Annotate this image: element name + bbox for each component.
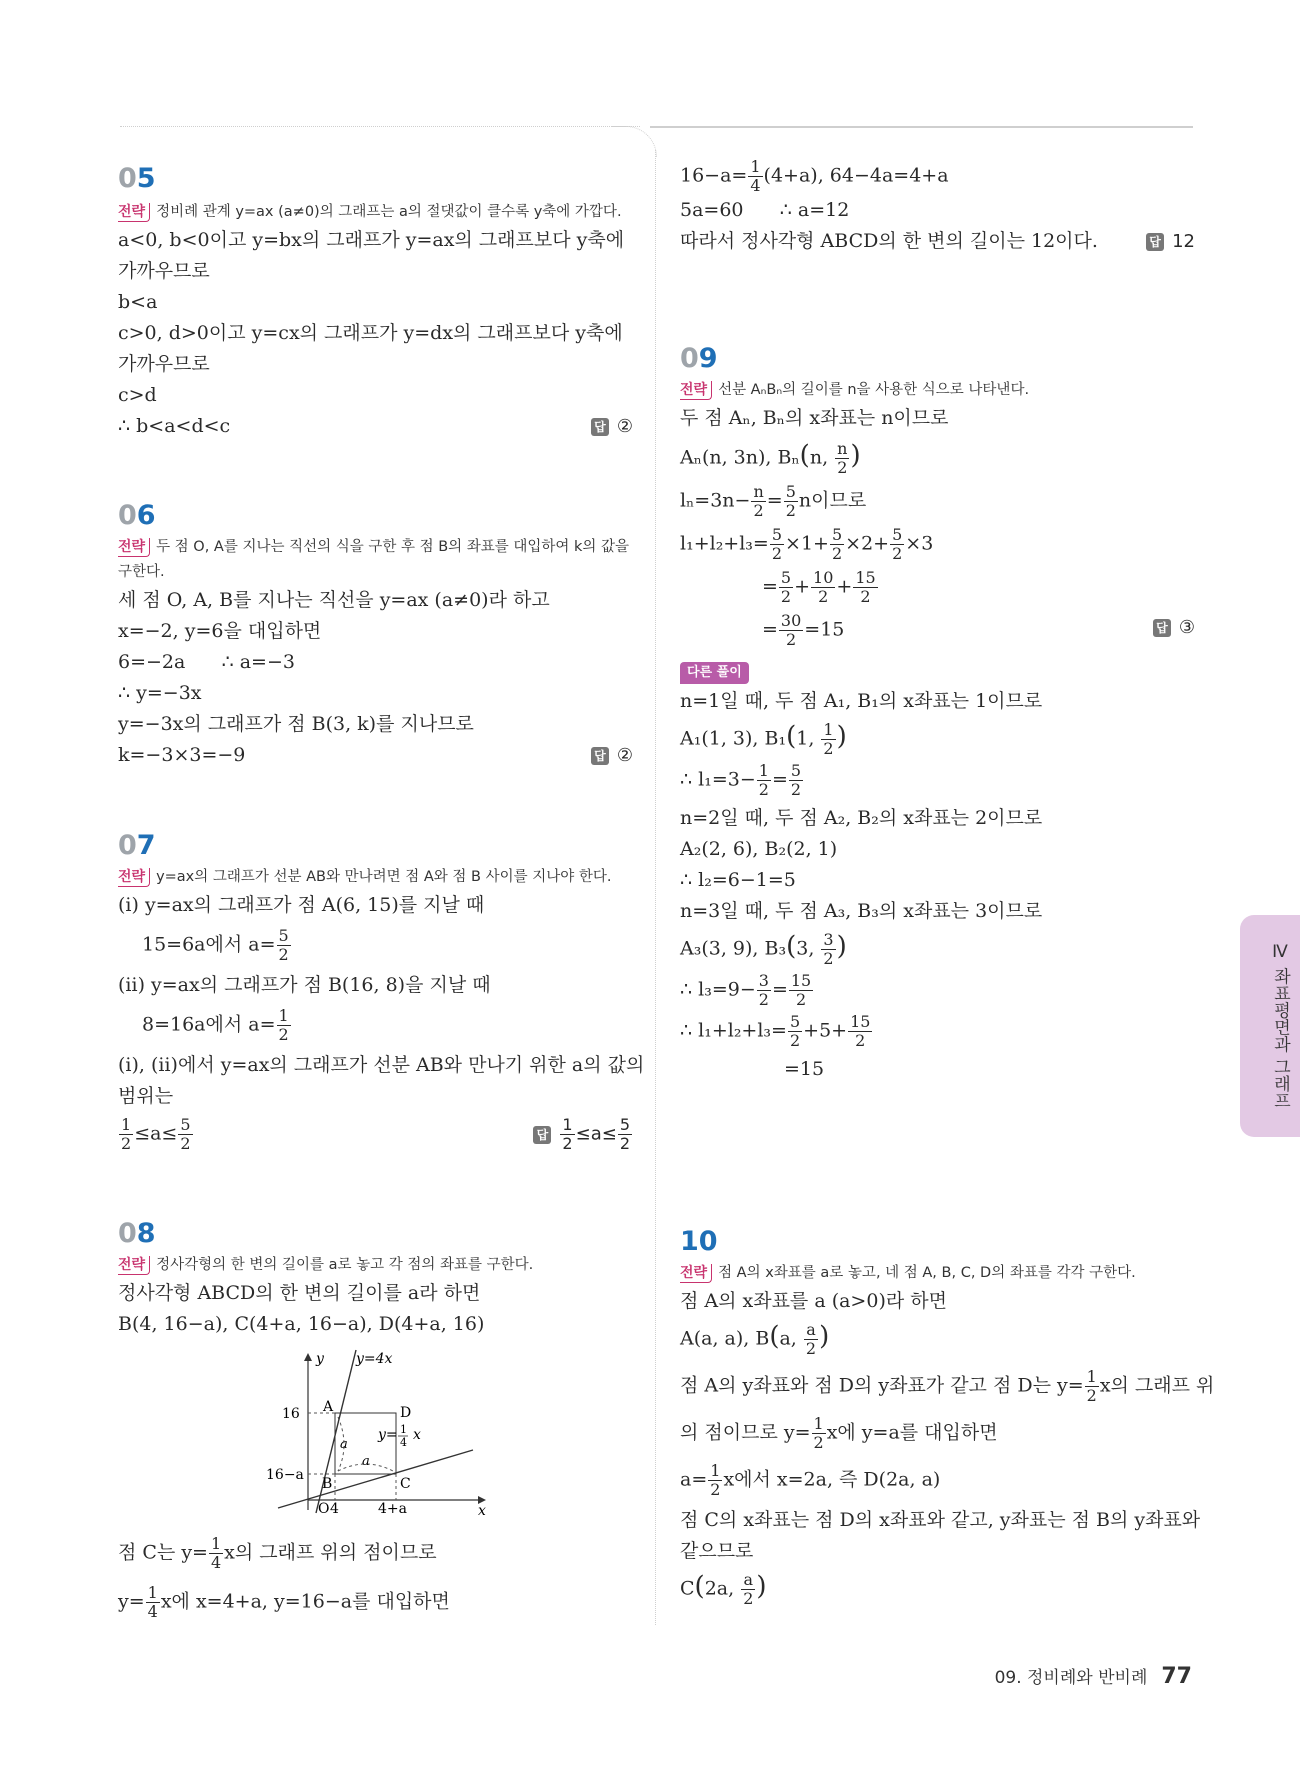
label-16ma: 16−a — [266, 1467, 304, 1483]
answer-icon: 답 — [591, 418, 609, 436]
solution-08-right: 16−a= $\frac{1}{4}$ (4+a), 64−4a=4+a 5a=60 ∴ a=12 따라서 정사각형 ABCD의 한 변의 길이는 12이다. 답 12 — [680, 158, 1195, 257]
answer-icon: 답 — [591, 747, 609, 765]
label-B: B — [322, 1476, 333, 1492]
page-footer — [995, 1663, 1192, 1689]
label-4pa: 4+a — [378, 1501, 407, 1515]
label-A: A — [323, 1399, 334, 1415]
problem-number-08: 08 — [118, 1218, 156, 1249]
label-16: 16 — [282, 1406, 300, 1422]
other-solution-tag: 다른 풀이 — [680, 662, 749, 684]
answer-icon: 답 — [533, 1126, 551, 1144]
label-x: x — [478, 1503, 486, 1515]
column-divider-curve — [612, 126, 657, 157]
top-rule-left — [120, 126, 640, 127]
solution-05: 전략 정비례 관계 y=ax (a≠0)의 그래프는 a의 절댓값이 클수록 y축에 가깝다. a<0, b<0이고 y=bx의 그래프가 y=ax의 그래프보다 y축에 가까우므로 b<a c>0, d>0이고 y=cx의 그래프가 y=dx의 그래프보다 y축에 가까우므로 c>d ∴ b<a<d<c 답 ② — [118, 200, 633, 442]
strategy-06: 전략 두 점 O, A를 지나는 직선의 식을 구한 후 점 B의 좌표를 대입하여 k의 값을 — [118, 539, 630, 555]
solution-10: 전략 점 A의 x좌표를 a로 놓고, 네 점 A, B, C, D의 좌표를 각각 구한다. 점 A의 x좌표를 a (a>0)라 하면 A(a, a), B(a, $\frac{a}{2}$ ) 점 A의 y좌표와 점 D의 y좌표가 같고 점 D는 y= $\frac{1}{2}$ x의 그래프 위 의 점이므로 y= $\frac{1}{2}$ x에 y=a를 대입하면 a= $\frac{1}{2}$ x에서 x=2a, 즉 D(2a, a) 점 C의 x좌표는 점 D의 x좌표와 같고, y좌표는 점 B의 y좌표와 같으므로 C(2a, $\frac{a}{2}$ ) — [680, 1261, 1195, 1612]
column-divider — [655, 150, 656, 1625]
strategy-10: 전략 점 A의 x좌표를 a로 놓고, 네 점 A, B, C, D의 좌표를 각각 구한다. — [680, 1265, 1136, 1281]
label-4: 4 — [330, 1501, 339, 1515]
problem-number-05: 05 — [118, 163, 156, 194]
footer-chapter: 09. 정비례와 반비례 — [994, 1668, 1148, 1688]
solution-09: 전략 선분 AₙBₙ의 길이를 n을 사용한 식으로 나타낸다. 두 점 Aₙ, Bₙ의 x좌표는 n이므로 Aₙ(n, 3n), Bₙ(n, $\frac{n}{2}$ ) lₙ=3n− $\frac{n}{2}$ = $\frac{5}{2}$ n이므로 l₁+l₂+l₃= $\frac{5}{2}$ ×1+ $\frac{5}{2}$ ×2+ $\frac{5}{2}$ ×3 = $\frac{5}{2}$ + $\frac{10}{2}$ + $\frac{15}{2}$ = $\frac{30}{2}$ =15 답 ③ 다른 풀이 n=1일 때, 두 점 A₁, B₁의 x좌표는 1이므로 A₁(1, 3), B₁(1, $\frac{1}{2}$ ) ∴ l₁=3− $\frac{1}{2}$ = $\frac{5}{2}$ n=2일 때, 두 점 A₂, B₂의 x좌표는 2이므로 A₂(2, 6), B₂(2, 1) ∴ l₂=6−1=5 n=3일 때, 두 점 A₃, B₃의 x좌표는 3이므로 A₃(3, 9), B₃(3, $\frac{3}{2}$ ) ∴ l₃=9− $\frac{3}{2}$ = $\frac{15}{2}$ ∴ l₁+l₂+l₃= $\frac{5}{2}$ +5+ $\frac{15}{2}$ =15 — [680, 378, 1195, 1085]
answer-08: 답 12 — [1146, 226, 1195, 257]
problem-number-06: 06 — [118, 500, 156, 531]
strategy-09: 전략 선분 AₙBₙ의 길이를 n을 사용한 식으로 나타낸다. — [680, 382, 1030, 398]
answer-05: 답 ② — [591, 411, 633, 442]
y-axis-arrow — [304, 1353, 312, 1361]
label-line2-den: 4 — [400, 1436, 407, 1449]
answer-06: 답 ② — [591, 740, 633, 771]
label-line2-x: x — [413, 1427, 421, 1443]
label-D: D — [400, 1405, 412, 1421]
strategy-08: 전략 정사각형의 한 변의 길이를 a로 놓고 각 점의 좌표를 구한다. — [118, 1257, 534, 1273]
page-number: 77 — [1161, 1664, 1192, 1689]
label-a-side: a — [340, 1437, 348, 1452]
top-rule-right — [650, 126, 1193, 128]
label-line1: y=4x — [356, 1351, 393, 1367]
strategy-07: 전략 y=ax의 그래프가 선분 AB와 만나려면 점 A와 점 B 사이를 지나야 한다. — [118, 869, 612, 885]
problem-number-07: 07 — [118, 830, 156, 861]
answer-icon: 답 — [1146, 233, 1164, 251]
label-line2: y= — [378, 1427, 398, 1443]
answer-09: 답 ③ — [1153, 612, 1195, 643]
solution-08-cont: 점 C는 y= $\frac{1}{4}$ x의 그래프 위의 점이므로 y= $\frac{1}{4}$ x에 x=4+a, y=16−a를 대입하면 — [118, 1534, 450, 1621]
answer-icon: 답 — [1153, 619, 1171, 637]
label-a-bottom: a — [362, 1454, 370, 1469]
square-graph — [258, 1345, 498, 1515]
chapter-side-tab-label: Ⅳ 좌표평면과 그래프 — [1270, 941, 1290, 1109]
answer-07: 답 $\frac{1}{2}$ ≤a≤ $\frac{5}{2}$ — [533, 1116, 633, 1153]
label-C: C — [400, 1476, 411, 1492]
solution-07: 전략 y=ax의 그래프가 선분 AB와 만나려면 점 A와 점 B 사이를 지나야 한다. (ⅰ) y=ax의 그래프가 점 A(6, 15)를 지날 때 15=6a에서 a= $\frac{5}{2}$ (ⅱ) y=ax의 그래프가 점 B(16, 8)을 지날 때 8=16a에서 a= $\frac{1}{2}$ (ⅰ), (ⅱ)에서 y=ax의 그래프가 선분 AB와 만나기 위한 a의 값의 범위는 $\frac{1}{2}$ ≤a≤ $\frac{5}{2}$ 답 $\frac{1}{2}$ ≤a≤ $\frac{5}{2}$ — [118, 865, 633, 1153]
problem-number-10: 10 — [680, 1226, 718, 1257]
solution-06: 전략 두 점 O, A를 지나는 직선의 식을 구한 후 점 B의 좌표를 대입하여 k의 값을 구한다. 세 점 O, A, B를 지나는 직선을 y=ax (a≠0)라 하고 x=−2, y=6을 대입하면 6=−2a ∴ a=−3 ∴ y=−3x y=−3x의 그래프가 점 B(3, k)를 지나므로 k=−3×3=−9 답 ② — [118, 535, 633, 771]
label-line2-num: 1 — [400, 1423, 407, 1436]
label-y: y — [316, 1351, 324, 1367]
strategy-05: 전략 정비례 관계 y=ax (a≠0)의 그래프는 a의 절댓값이 클수록 y축에 가깝다. — [118, 204, 622, 220]
line-y-quarter-x — [278, 1450, 473, 1508]
solution-08: 전략 정사각형의 한 변의 길이를 a로 놓고 각 점의 좌표를 구한다. 정사각형 ABCD의 한 변의 길이를 a라 하면 B(4, 16−a), C(4+a, 16−a), D(4+a, 16) — [118, 1253, 633, 1340]
label-O: O — [318, 1501, 330, 1515]
problem-number-09: 09 — [680, 343, 718, 374]
